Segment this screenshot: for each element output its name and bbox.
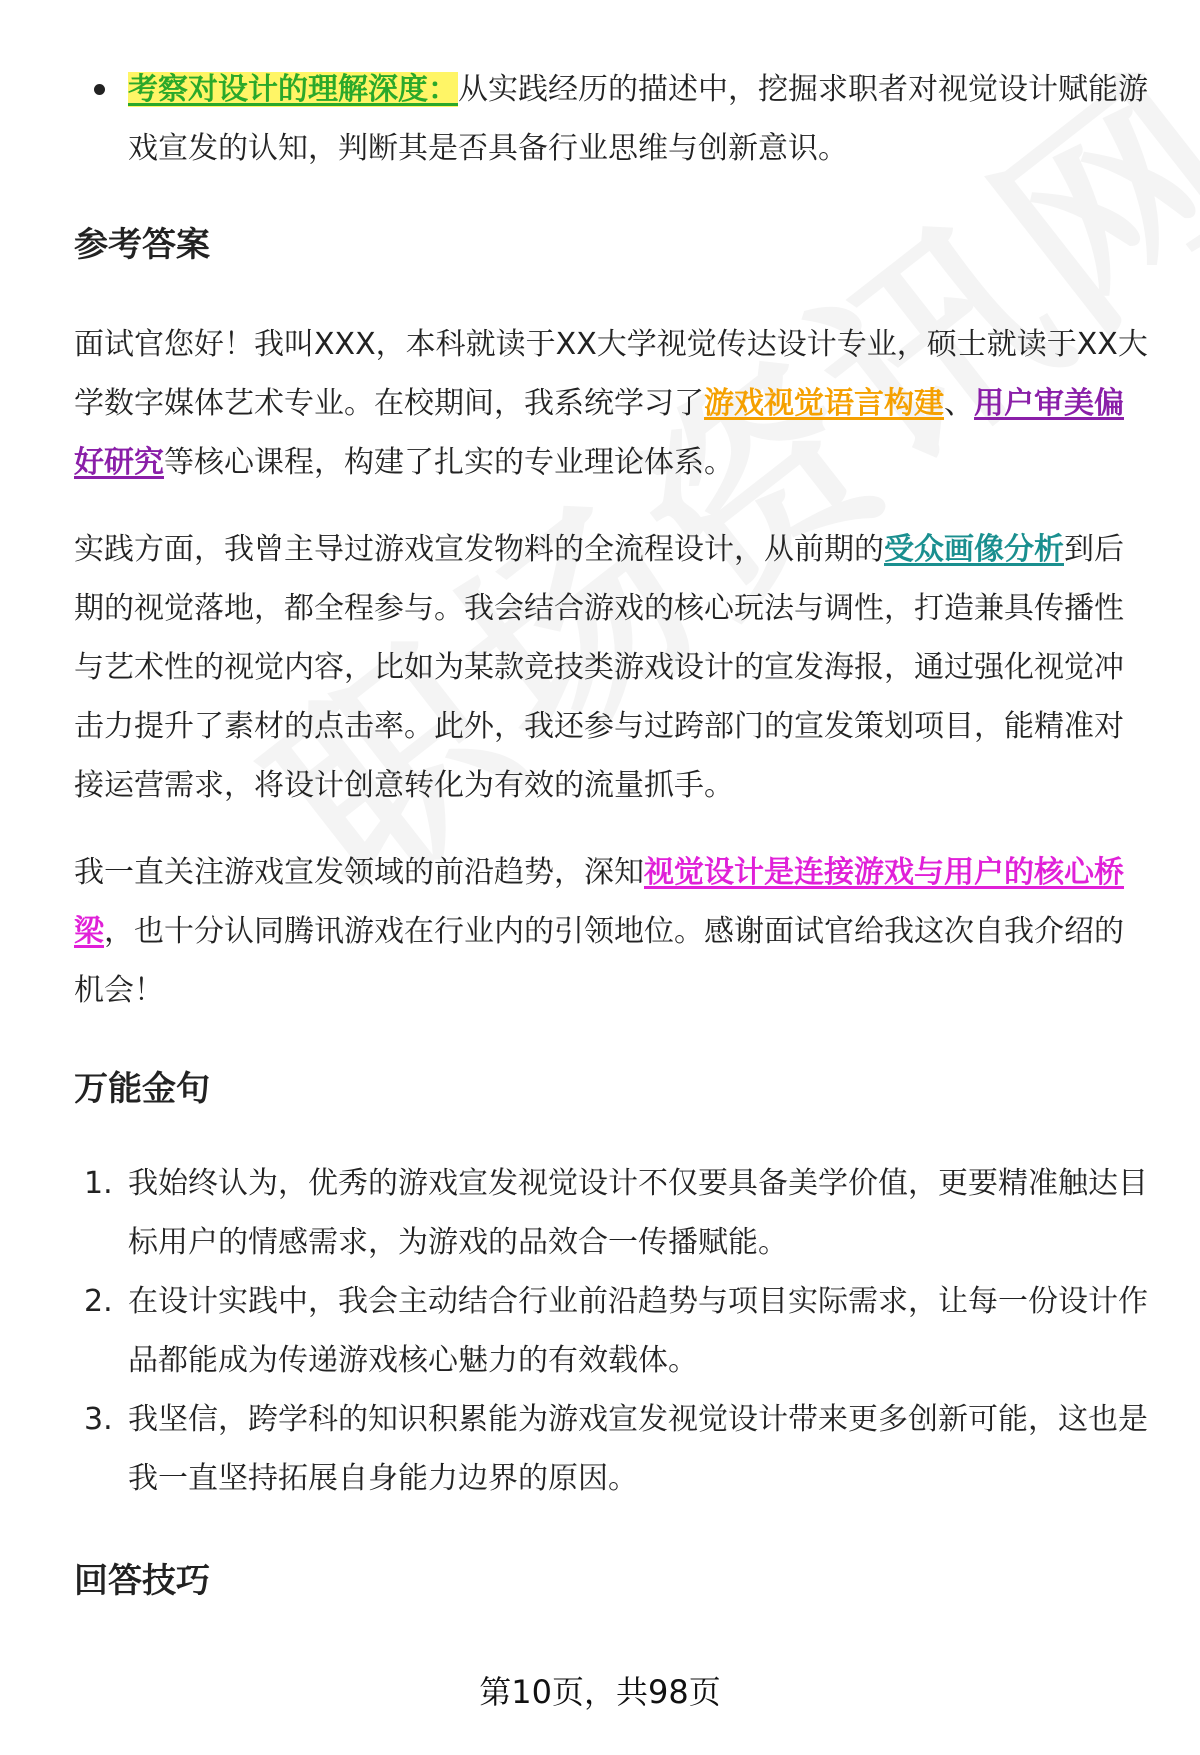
section-heading-tips: 回答技巧 (74, 1561, 210, 1601)
list-item (74, 1154, 1152, 1272)
bullet-dot-icon (94, 84, 105, 95)
page-content (74, 60, 1152, 1606)
list-item-number: 3. (84, 1402, 113, 1437)
answer-p1-highlight-2: 用户审美偏好研究 (74, 386, 1124, 480)
list-item (74, 1390, 1152, 1508)
bullet-highlight: 考察对设计的理解深度： (128, 72, 458, 107)
list-item-text: 我始终认为，优秀的游戏宣发视觉设计不仅要具备美学价值，更要精准触达目标用户的情感需求，为游戏的品效合一传播赋能。 (128, 1166, 1148, 1260)
answer-p1-text-2: 、 (944, 386, 974, 421)
bullet-body: 从实践经历的描述中，挖掘求职者对视觉设计赋能游戏宣发的认知，判断其是否具备行业思维与创新意识。 (128, 72, 1148, 166)
answer-p1-text-3: 等核心课程，构建了扎实的专业理论体系。 (164, 445, 734, 480)
answer-paragraph-1 (74, 315, 1152, 492)
answer-p2-text-2: 到后期的视觉落地，都全程参与。我会结合游戏的核心玩法与调性，打造兼具传播性与艺术性的视觉内容，比如为某款竞技类游戏设计的宣发海报，通过强化视觉冲击力提升了素材的点击率。此外，我还参与过跨部门的宣发策划项目，能精准对接运营需求，将设计创意转化为有效的流量抓手。 (74, 532, 1124, 803)
answer-p1-highlight-1: 游戏视觉语言构建 (704, 386, 944, 421)
answer-p1-text-1: 面试官您好！我叫XXX，本科就读于XX大学视觉传达设计专业，硕士就读于XX大学数字媒体艺术专业。在校期间，我系统学习了 (74, 327, 1148, 421)
quotes-list (74, 1154, 1152, 1508)
list-item-number: 2. (84, 1284, 113, 1319)
bullet-item (74, 60, 1152, 178)
answer-p3-text-1: 我一直关注游戏宣发领域的前沿趋势，深知 (74, 855, 644, 890)
answer-p3-text-2: ，也十分认同腾讯游戏在行业内的引领地位。感谢面试官给我这次自我介绍的机会！ (74, 914, 1124, 1008)
answer-p2-highlight-1: 受众画像分析 (884, 532, 1064, 567)
section-heading-answer: 参考答案 (74, 225, 210, 265)
answer-p2-text-1: 实践方面，我曾主导过游戏宣发物料的全流程设计，从前期的 (74, 532, 884, 567)
list-item-number: 1. (84, 1166, 113, 1201)
page-number: 第10页，共98页 (479, 1673, 721, 1711)
list-item (74, 1272, 1152, 1390)
answer-paragraph-3 (74, 843, 1152, 1020)
bullet-text (128, 60, 1152, 178)
list-item-text: 我坚信，跨学科的知识积累能为游戏宣发视觉设计带来更多创新可能，这也是我一直坚持拓展自身能力边界的原因。 (128, 1402, 1148, 1496)
answer-paragraph-2 (74, 520, 1152, 815)
list-item-text: 在设计实践中，我会主动结合行业前沿趋势与项目实际需求，让每一份设计作品都能成为传递游戏核心魅力的有效载体。 (128, 1284, 1148, 1378)
section-heading-quotes: 万能金句 (74, 1069, 210, 1109)
answer-p3-highlight-1: 视觉设计是连接游戏与用户的核心桥梁 (74, 855, 1124, 949)
